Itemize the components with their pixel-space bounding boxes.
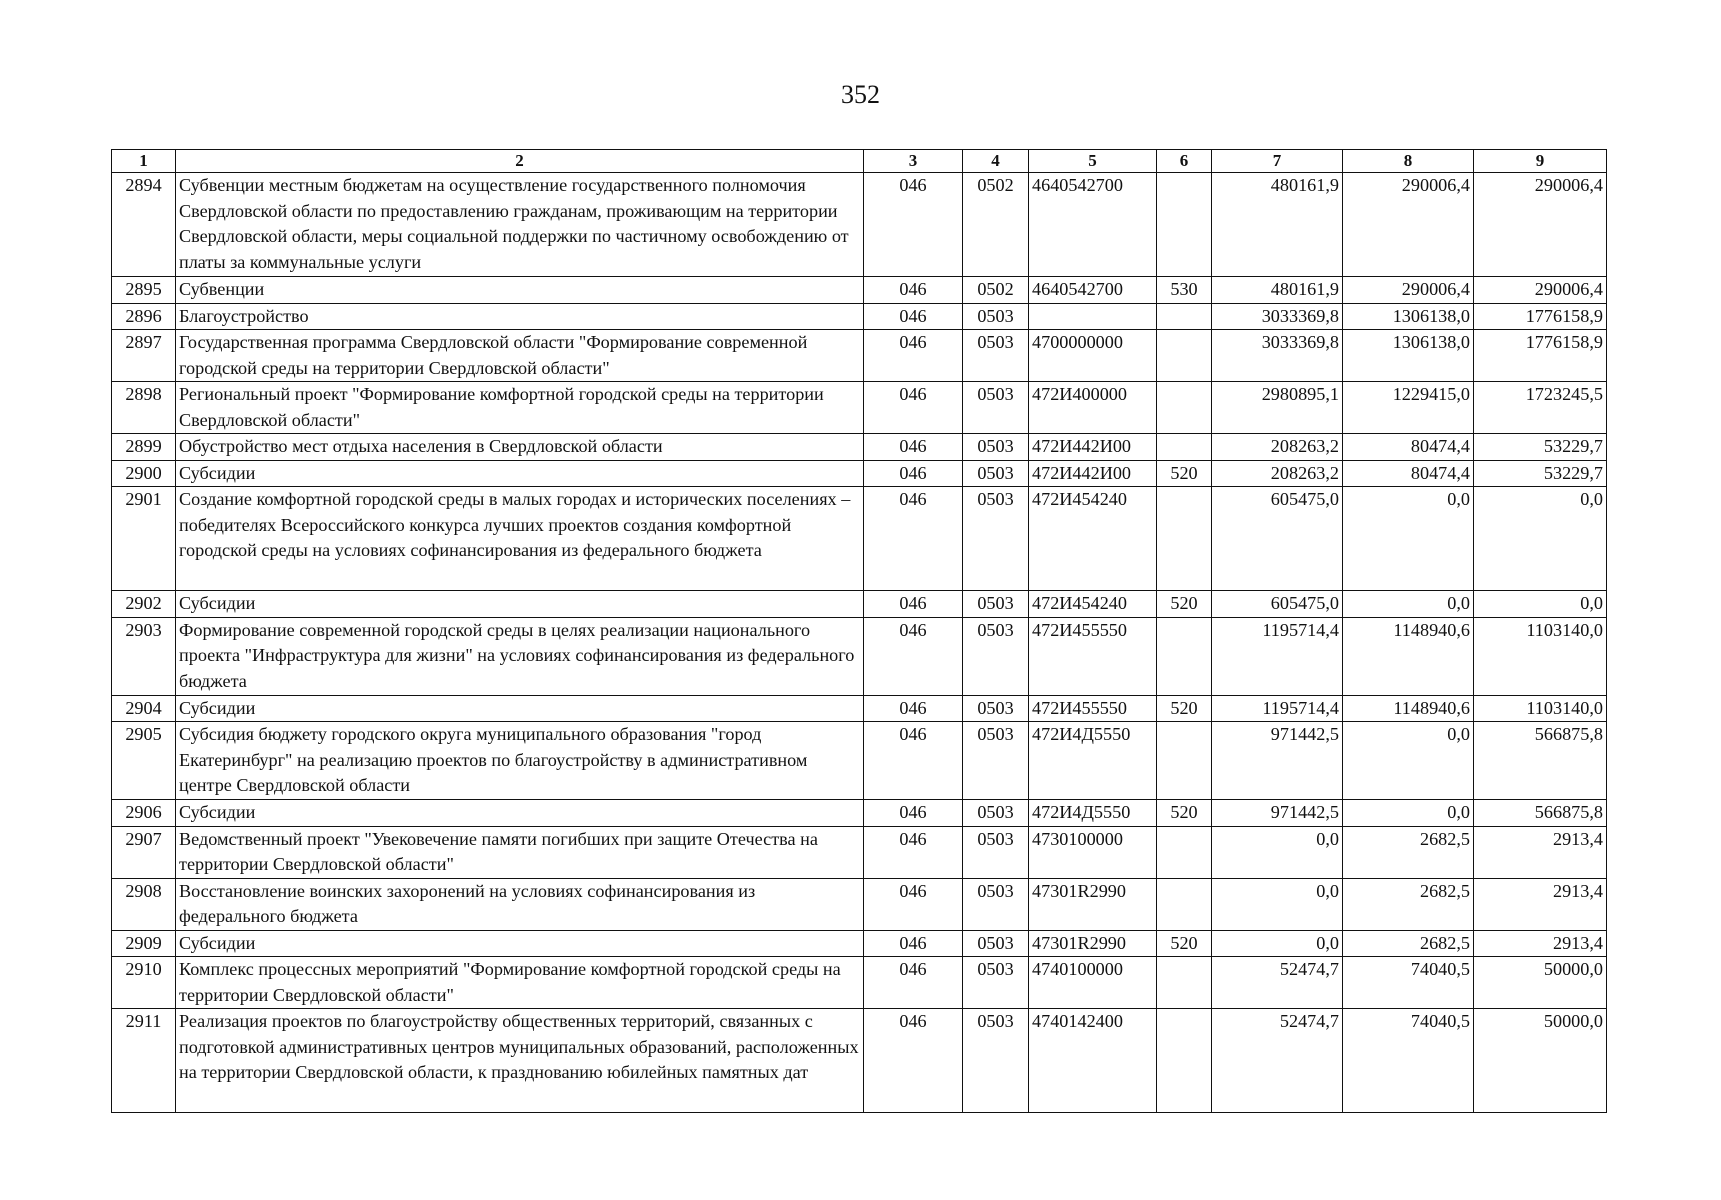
row-col9-value: 53229,7 xyxy=(1474,434,1607,461)
row-col3-cell: 046 xyxy=(864,617,963,695)
row-col5-cell: 472И442И00 xyxy=(1029,460,1157,487)
row-col3-cell: 046 xyxy=(864,460,963,487)
row-col8-value: 0,0 xyxy=(1343,487,1474,591)
row-name-cell: Формирование современной городской среды в целях реализации национального проекта "Инфраструктура для жизни" на условиях софинансирования из федерального бюджета xyxy=(176,617,864,695)
row-number-cell: 2896 xyxy=(112,303,176,330)
table-row xyxy=(112,487,1607,591)
row-col8-value: 1148940,6 xyxy=(1343,695,1474,722)
row-name-cell: Ведомственный проект "Увековечение памяти погибших при защите Отечества на территории Свердловской области" xyxy=(176,826,864,878)
row-col9-value: 1103140,0 xyxy=(1474,695,1607,722)
row-col4-cell: 0503 xyxy=(963,800,1029,827)
row-col3-cell: 046 xyxy=(864,800,963,827)
row-col7-value: 0,0 xyxy=(1212,826,1343,878)
row-col4-cell: 0503 xyxy=(963,930,1029,957)
row-col4-cell: 0503 xyxy=(963,591,1029,618)
row-name-cell: Благоустройство xyxy=(176,303,864,330)
row-col7-value: 971442,5 xyxy=(1212,800,1343,827)
row-col7-value: 0,0 xyxy=(1212,930,1343,957)
budget-table xyxy=(111,149,1607,1113)
row-col4-cell: 0503 xyxy=(963,957,1029,1009)
row-col5-cell: 472И454240 xyxy=(1029,487,1157,591)
row-col7-value: 480161,9 xyxy=(1212,277,1343,304)
table-row xyxy=(112,826,1607,878)
row-col5-cell: 4640542700 xyxy=(1029,173,1157,277)
row-col4-cell: 0503 xyxy=(963,826,1029,878)
row-col7-value: 3033369,8 xyxy=(1212,303,1343,330)
row-col7-value: 605475,0 xyxy=(1212,487,1343,591)
row-col3-cell: 046 xyxy=(864,277,963,304)
row-col9-value: 2913,4 xyxy=(1474,878,1607,930)
row-name-cell: Субсидия бюджету городского округа муниципального образования "город Екатеринбург" на реализацию проектов по благоустройству в административном центре Свердловской области xyxy=(176,722,864,800)
row-col6-cell: 530 xyxy=(1157,277,1212,304)
row-col9-value: 2913,4 xyxy=(1474,930,1607,957)
table-row xyxy=(112,695,1607,722)
header-col-6: 6 xyxy=(1157,150,1212,173)
row-col6-cell: 520 xyxy=(1157,695,1212,722)
row-col5-cell: 4730100000 xyxy=(1029,826,1157,878)
row-col6-cell: 520 xyxy=(1157,591,1212,618)
header-col-2: 2 xyxy=(176,150,864,173)
budget-table-body xyxy=(112,150,1607,1113)
row-col6-cell xyxy=(1157,303,1212,330)
row-col3-cell: 046 xyxy=(864,173,963,277)
row-col8-value: 74040,5 xyxy=(1343,1009,1474,1113)
row-col6-cell xyxy=(1157,434,1212,461)
row-col8-value: 0,0 xyxy=(1343,591,1474,618)
row-name-cell: Субсидии xyxy=(176,800,864,827)
row-col7-value: 0,0 xyxy=(1212,878,1343,930)
row-col6-cell xyxy=(1157,826,1212,878)
row-col8-value: 0,0 xyxy=(1343,722,1474,800)
row-col5-cell: 4640542700 xyxy=(1029,277,1157,304)
row-number-cell: 2906 xyxy=(112,800,176,827)
row-col7-value: 605475,0 xyxy=(1212,591,1343,618)
row-number-cell: 2911 xyxy=(112,1009,176,1113)
row-name-cell: Комплекс процессных мероприятий "Формирование комфортной городской среды на территории Свердловской области" xyxy=(176,957,864,1009)
row-col3-cell: 046 xyxy=(864,878,963,930)
table-row xyxy=(112,330,1607,382)
table-row xyxy=(112,722,1607,800)
row-col8-value: 1306138,0 xyxy=(1343,303,1474,330)
table-row xyxy=(112,930,1607,957)
row-number-cell: 2905 xyxy=(112,722,176,800)
row-col4-cell: 0503 xyxy=(963,434,1029,461)
page-number: 352 xyxy=(841,80,880,109)
row-col4-cell: 0503 xyxy=(963,487,1029,591)
row-col9-value: 2913,4 xyxy=(1474,826,1607,878)
row-col5-cell: 4740142400 xyxy=(1029,1009,1157,1113)
row-col3-cell: 046 xyxy=(864,434,963,461)
table-header-row xyxy=(112,150,1607,173)
row-col3-cell: 046 xyxy=(864,826,963,878)
row-col4-cell: 0503 xyxy=(963,382,1029,434)
row-col4-cell: 0502 xyxy=(963,173,1029,277)
row-col6-cell: 520 xyxy=(1157,930,1212,957)
row-col4-cell: 0503 xyxy=(963,878,1029,930)
row-col9-value: 290006,4 xyxy=(1474,173,1607,277)
row-col7-value: 1195714,4 xyxy=(1212,695,1343,722)
table-row xyxy=(112,434,1607,461)
row-col5-cell xyxy=(1029,303,1157,330)
row-col4-cell: 0503 xyxy=(963,617,1029,695)
row-col3-cell: 046 xyxy=(864,591,963,618)
row-col5-cell: 472И455550 xyxy=(1029,695,1157,722)
row-col7-value: 971442,5 xyxy=(1212,722,1343,800)
row-col6-cell xyxy=(1157,330,1212,382)
row-col4-cell: 0503 xyxy=(963,460,1029,487)
row-number-cell: 2904 xyxy=(112,695,176,722)
row-number-cell: 2909 xyxy=(112,930,176,957)
row-col3-cell: 046 xyxy=(864,930,963,957)
row-col9-value: 0,0 xyxy=(1474,591,1607,618)
row-col8-value: 2682,5 xyxy=(1343,878,1474,930)
row-name-cell: Создание комфортной городской среды в малых городах и исторических поселениях – победителях Всероссийского конкурса лучших проектов создания комфортной городской среды на условиях софинансирования из федерального бюджета xyxy=(176,487,864,591)
row-col8-value: 2682,5 xyxy=(1343,826,1474,878)
row-col4-cell: 0503 xyxy=(963,722,1029,800)
row-col6-cell xyxy=(1157,173,1212,277)
row-col5-cell: 472И4Д5550 xyxy=(1029,800,1157,827)
row-col5-cell: 472И442И00 xyxy=(1029,434,1157,461)
row-col5-cell: 472И400000 xyxy=(1029,382,1157,434)
row-col9-value: 0,0 xyxy=(1474,487,1607,591)
table-row xyxy=(112,173,1607,277)
row-col4-cell: 0503 xyxy=(963,1009,1029,1113)
row-col9-value: 1723245,5 xyxy=(1474,382,1607,434)
table-row xyxy=(112,878,1607,930)
row-col6-cell xyxy=(1157,1009,1212,1113)
row-number-cell: 2899 xyxy=(112,434,176,461)
row-col7-value: 2980895,1 xyxy=(1212,382,1343,434)
row-col6-cell xyxy=(1157,878,1212,930)
row-name-cell: Реализация проектов по благоустройству общественных территорий, связанных с подготовкой административных центров муниципальных образований, расположенных на территории Свердловской области, к празднованию юбилейных памятных дат xyxy=(176,1009,864,1113)
table-row xyxy=(112,800,1607,827)
row-col5-cell: 47301R2990 xyxy=(1029,930,1157,957)
row-col5-cell: 472И454240 xyxy=(1029,591,1157,618)
row-col6-cell xyxy=(1157,617,1212,695)
row-col3-cell: 046 xyxy=(864,382,963,434)
row-col9-value: 50000,0 xyxy=(1474,1009,1607,1113)
row-number-cell: 2907 xyxy=(112,826,176,878)
row-col6-cell xyxy=(1157,957,1212,1009)
row-col3-cell: 046 xyxy=(864,330,963,382)
row-number-cell: 2902 xyxy=(112,591,176,618)
row-col6-cell: 520 xyxy=(1157,800,1212,827)
row-col9-value: 290006,4 xyxy=(1474,277,1607,304)
header-col-7: 7 xyxy=(1212,150,1343,173)
row-col8-value: 1306138,0 xyxy=(1343,330,1474,382)
row-name-cell: Региональный проект "Формирование комфортной городской среды на территории Свердловской области" xyxy=(176,382,864,434)
row-col8-value: 80474,4 xyxy=(1343,460,1474,487)
header-col-3: 3 xyxy=(864,150,963,173)
row-name-cell: Субсидии xyxy=(176,591,864,618)
row-col9-value: 1776158,9 xyxy=(1474,330,1607,382)
row-col7-value: 52474,7 xyxy=(1212,957,1343,1009)
row-number-cell: 2908 xyxy=(112,878,176,930)
row-col8-value: 290006,4 xyxy=(1343,277,1474,304)
row-name-cell: Субсидии xyxy=(176,695,864,722)
row-number-cell: 2903 xyxy=(112,617,176,695)
row-col8-value: 1148940,6 xyxy=(1343,617,1474,695)
row-col4-cell: 0503 xyxy=(963,303,1029,330)
row-name-cell: Обустройство мест отдыха населения в Свердловской области xyxy=(176,434,864,461)
row-col6-cell: 520 xyxy=(1157,460,1212,487)
row-col7-value: 208263,2 xyxy=(1212,460,1343,487)
header-col-8: 8 xyxy=(1343,150,1474,173)
row-number-cell: 2898 xyxy=(112,382,176,434)
row-col6-cell xyxy=(1157,487,1212,591)
row-col3-cell: 046 xyxy=(864,487,963,591)
header-col-9: 9 xyxy=(1474,150,1607,173)
row-col8-value: 0,0 xyxy=(1343,800,1474,827)
row-number-cell: 2894 xyxy=(112,173,176,277)
row-col9-value: 50000,0 xyxy=(1474,957,1607,1009)
row-col3-cell: 046 xyxy=(864,1009,963,1113)
row-name-cell: Субсидии xyxy=(176,460,864,487)
row-col5-cell: 4700000000 xyxy=(1029,330,1157,382)
table-row xyxy=(112,277,1607,304)
row-col8-value: 1229415,0 xyxy=(1343,382,1474,434)
row-number-cell: 2897 xyxy=(112,330,176,382)
table-row xyxy=(112,460,1607,487)
row-col6-cell xyxy=(1157,382,1212,434)
row-col7-value: 208263,2 xyxy=(1212,434,1343,461)
row-col5-cell: 472И4Д5550 xyxy=(1029,722,1157,800)
table-row xyxy=(112,957,1607,1009)
row-number-cell: 2900 xyxy=(112,460,176,487)
row-col9-value: 566875,8 xyxy=(1474,722,1607,800)
row-col3-cell: 046 xyxy=(864,303,963,330)
row-number-cell: 2895 xyxy=(112,277,176,304)
row-col3-cell: 046 xyxy=(864,722,963,800)
row-name-cell: Субсидии xyxy=(176,930,864,957)
row-col8-value: 2682,5 xyxy=(1343,930,1474,957)
row-col5-cell: 472И455550 xyxy=(1029,617,1157,695)
row-col8-value: 80474,4 xyxy=(1343,434,1474,461)
row-col4-cell: 0503 xyxy=(963,695,1029,722)
table-row xyxy=(112,382,1607,434)
table-row xyxy=(112,1009,1607,1113)
row-col3-cell: 046 xyxy=(864,695,963,722)
row-col5-cell: 47301R2990 xyxy=(1029,878,1157,930)
row-col9-value: 566875,8 xyxy=(1474,800,1607,827)
row-col7-value: 52474,7 xyxy=(1212,1009,1343,1113)
row-col7-value: 1195714,4 xyxy=(1212,617,1343,695)
row-col4-cell: 0503 xyxy=(963,330,1029,382)
table-row xyxy=(112,617,1607,695)
row-name-cell: Государственная программа Свердловской области "Формирование современной городской среды на территории Свердловской области" xyxy=(176,330,864,382)
header-col-4: 4 xyxy=(963,150,1029,173)
row-col5-cell: 4740100000 xyxy=(1029,957,1157,1009)
row-number-cell: 2910 xyxy=(112,957,176,1009)
header-col-5: 5 xyxy=(1029,150,1157,173)
budget-table-container xyxy=(111,149,1606,1113)
table-row xyxy=(112,303,1607,330)
row-col9-value: 53229,7 xyxy=(1474,460,1607,487)
row-col8-value: 290006,4 xyxy=(1343,173,1474,277)
row-col6-cell xyxy=(1157,722,1212,800)
row-name-cell: Субвенции xyxy=(176,277,864,304)
row-col3-cell: 046 xyxy=(864,957,963,1009)
row-col8-value: 74040,5 xyxy=(1343,957,1474,1009)
header-col-1: 1 xyxy=(112,150,176,173)
row-col4-cell: 0502 xyxy=(963,277,1029,304)
row-number-cell: 2901 xyxy=(112,487,176,591)
row-col9-value: 1776158,9 xyxy=(1474,303,1607,330)
row-col7-value: 480161,9 xyxy=(1212,173,1343,277)
row-col7-value: 3033369,8 xyxy=(1212,330,1343,382)
table-row xyxy=(112,591,1607,618)
row-name-cell: Восстановление воинских захоронений на условиях софинансирования из федерального бюджета xyxy=(176,878,864,930)
row-name-cell: Субвенции местным бюджетам на осуществление государственного полномочия Свердловской области по предоставлению гражданам, проживающим на территории Свердловской области, меры социальной поддержки по частичному освобождению от платы за коммунальные услуги xyxy=(176,173,864,277)
row-col9-value: 1103140,0 xyxy=(1474,617,1607,695)
